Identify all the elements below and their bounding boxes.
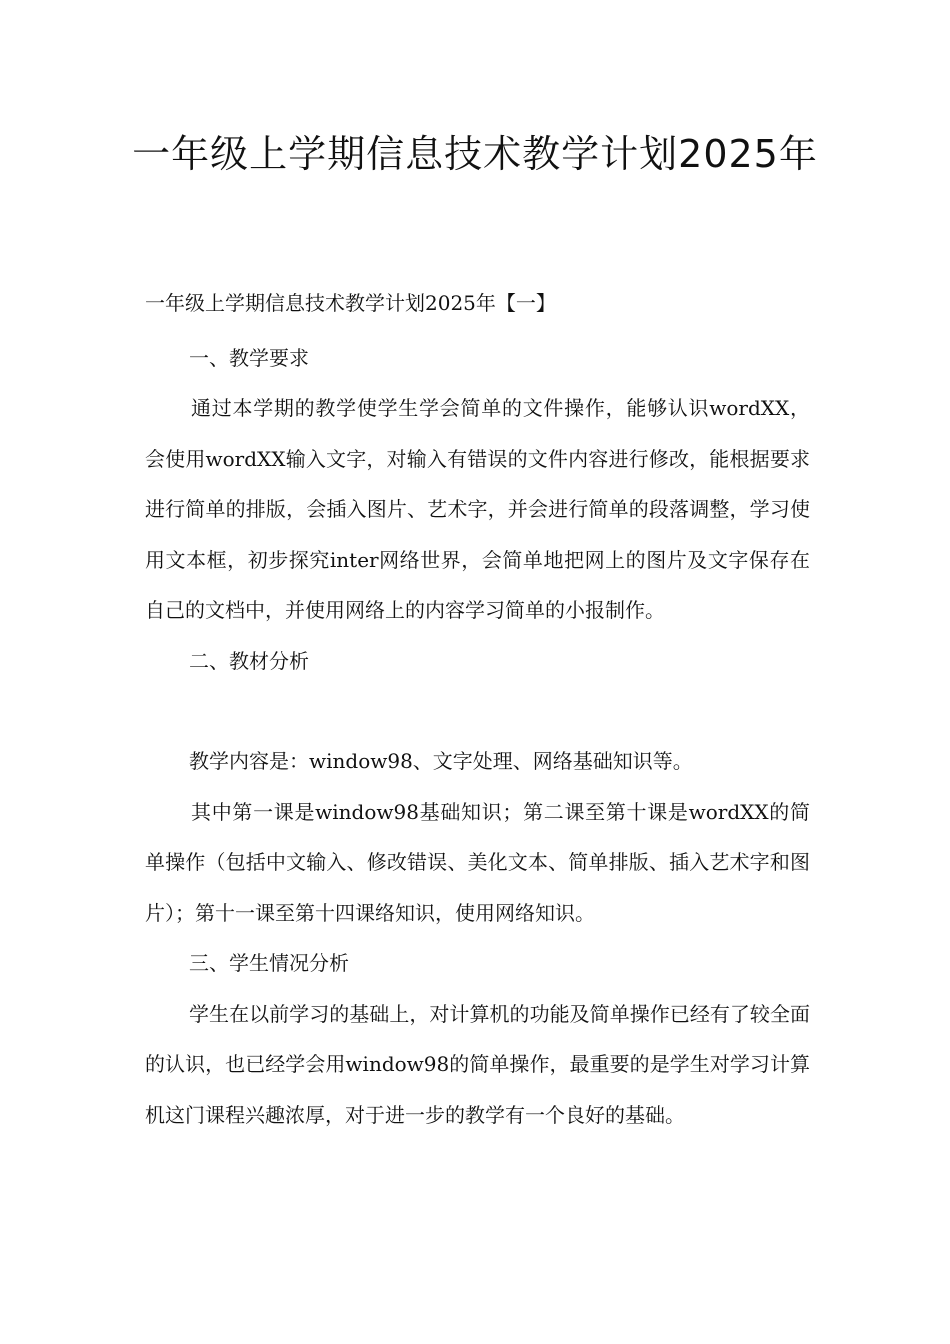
section-paragraph-teaching-requirements: 通过本学期的教学使学生学会简单的文件操作，能够认识wordXX，会使用wordXX输入文字，对输入有错误的文件内容进行修改，能根据要求进行简单的排版，会插入图片、艺术字，并会进行简单的段落调整，学习使用文本框，初步探究inter网络世界，会简单地把网上的图片及文字保存在自己的文档中，并使用网络上的内容学习简单的小报制作。 — [145, 396, 810, 622]
section-paragraph-teaching-content: 教学内容是：window98、文字处理、网络基础知识等。 — [189, 749, 693, 773]
section-heading-teaching-requirements: 一、教学要求 — [189, 345, 309, 370]
document-title: 一年级上学期信息技术教学计划2025年 — [132, 132, 818, 176]
section-paragraph-student-analysis: 学生在以前学习的基础上，对计算机的功能及简单操作已经有了较全面的认识，也已经学会用window98的简单操作，最重要的是学生对学习计算机这门课程兴趣浓厚，对于进一步的教学有一个良好的基础。 — [145, 1001, 810, 1127]
blank-line — [145, 686, 810, 736]
section-heading-student-analysis: 三、学生情况分析 — [189, 951, 349, 975]
section-heading-textbook-analysis: 二、教材分析 — [189, 648, 309, 673]
document-body — [145, 278, 810, 1140]
section-paragraph-lesson-breakdown: 其中第一课是window98基础知识；第二课至第十课是wordXX的简单操作（包括中文输入、修改错误、美化文本、简单排版、插入艺术字和图片）；第十一课至第十四课络知识，使用网络知识。 — [145, 799, 810, 925]
document-subtitle: 一年级上学期信息技术教学计划2025年【一】 — [145, 291, 556, 315]
